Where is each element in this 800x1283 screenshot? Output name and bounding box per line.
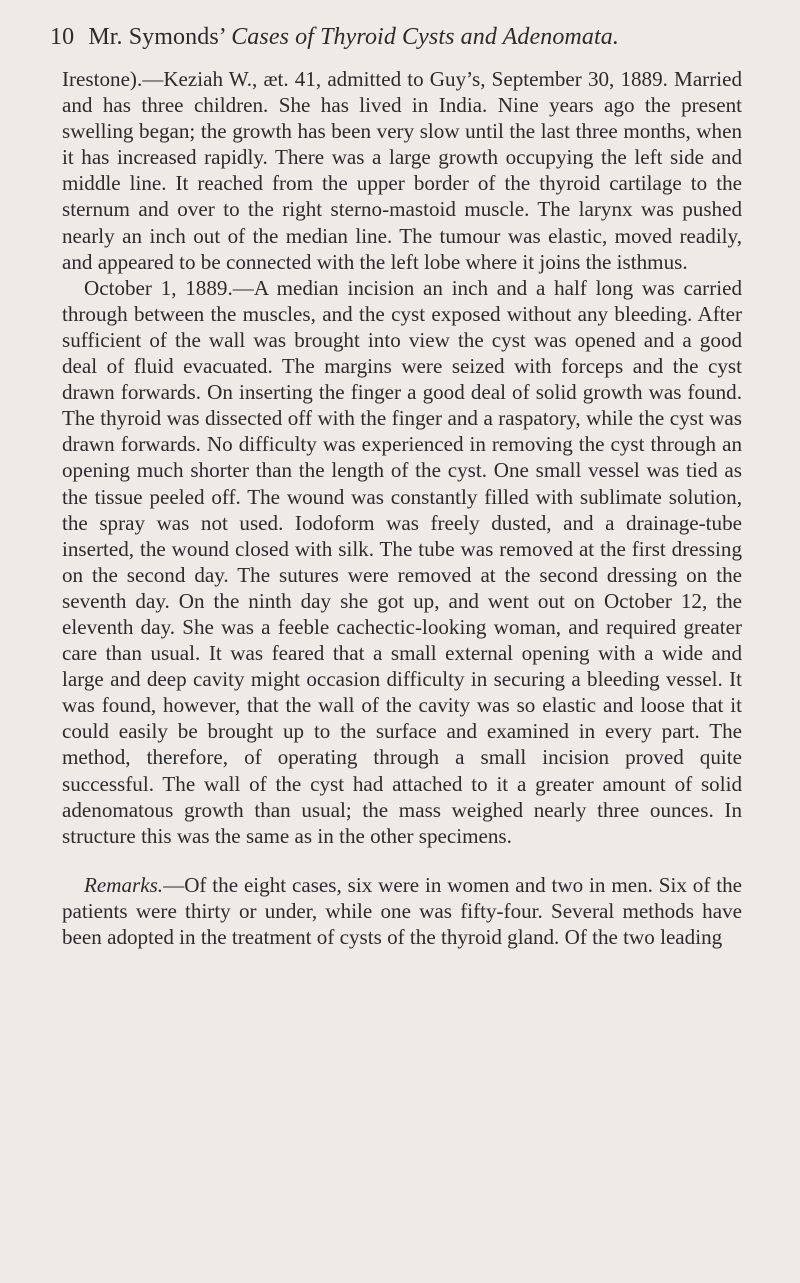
- paragraph-case-history: Irestone).—Keziah W., æt. 41, admitted to Guy’s, September 30, 1889. Married and has three children. She has lived in India. Nine years ago the present swelling began; the growth has been very slow until the last three months, when it has increased rapidly. There was a large growth occupying the left side and middle line. It reached from the upper border of the thyroid cartilage to the sternum and over to the right sterno-mastoid muscle. The larynx was pushed nearly an inch out of the median line. The tumour was elastic, moved readily, and appeared to be connected with the left lobe where it joins the isthmus.: [62, 67, 742, 274]
- body-text: [62, 66, 742, 950]
- running-head: [50, 22, 742, 52]
- page-number: 10: [50, 24, 75, 50]
- paragraph-remarks: [62, 872, 742, 950]
- remarks-text: —Of the eight cases, six were in women and two in men. Six of the patients were thirty or under, while one was fifty-four. Several methods have been adopted in the treatment of cysts of the thyroid gland. Of the two leading: [62, 872, 742, 949]
- running-head-author: Mr. Symonds’: [88, 24, 226, 50]
- remarks-label: Remarks.: [84, 872, 164, 897]
- paragraph-operation: October 1, 1889.—A median incision an inch and a half long was carried through between the muscles, and the cyst exposed without any bleeding. After sufficient of the wall was brought into view the cyst was opened and a good deal of fluid evacuated. The margins were seized with forceps and the cyst drawn forwards. On inserting the finger a good deal of solid growth was found. The thyroid was dissected off with the finger and a raspatory, while the cyst was drawn forwards. No difficulty was experienced in removing the cyst through an opening much shorter than the length of the cyst. One small vessel was tied as the tissue peeled off. The wound was constantly filled with sublimate solution, the spray was not used. Iodoform was freely dusted, and a drainage-tube inserted, the wound closed with silk. The tube was removed at the first dressing on the second day. The sutures were removed at the second dressing on the seventh day. On the ninth day she got up, and went out on October 12, the eleventh day. She was a feeble cachectic-looking woman, and required greater care than usual. It was feared that a small external opening with a wide and large and deep cavity might occasion difficulty in securing a bleeding vessel. It was found, however, that the wall of the cavity was so elastic and loose that it could easily be brought up to the surface and examined in every part. The method, therefore, of operating through a small incision proved quite successful. The wall of the cyst had attached to it a greater amount of solid adenomatous growth than usual; the mass weighed nearly three ounces. In structure this was the same as in the other specimens.: [62, 275, 742, 848]
- running-head-title: Cases of Thyroid Cysts and Adenomata.: [231, 24, 619, 50]
